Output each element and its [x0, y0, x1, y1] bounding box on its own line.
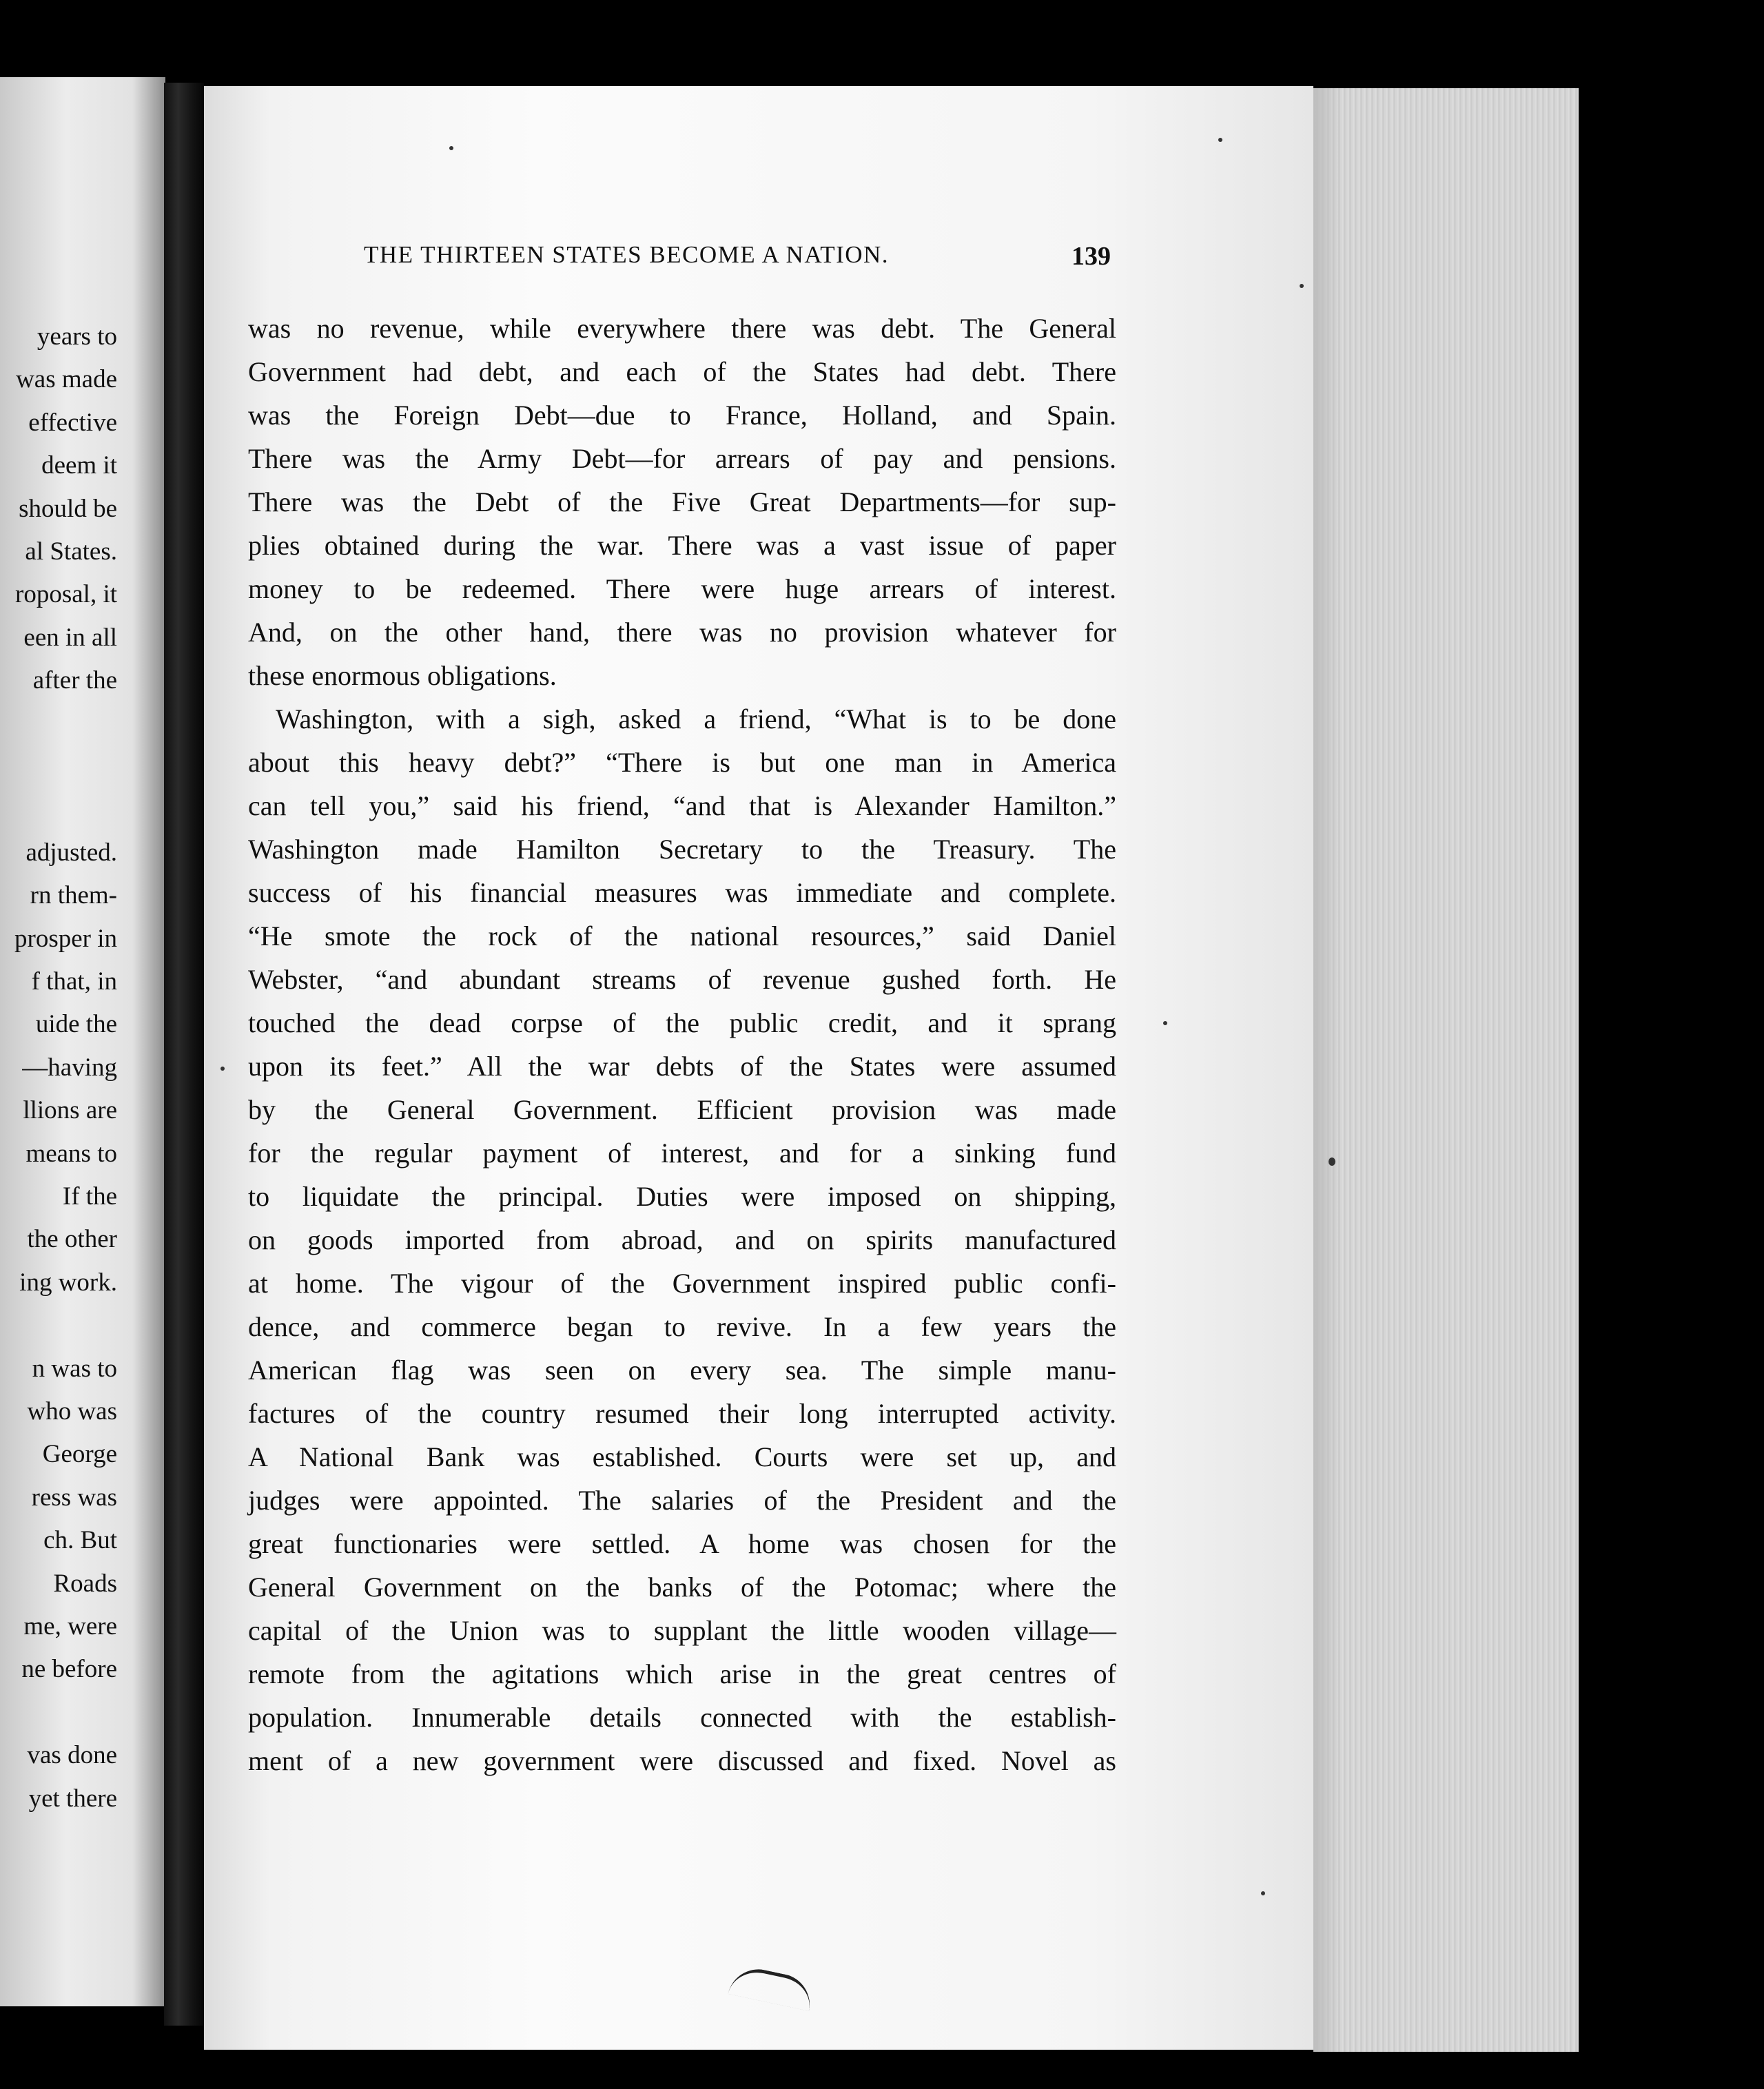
left-page-line: Roads	[53, 1569, 117, 1598]
text-line: American flag was seen on every sea. The simple manu-	[248, 1355, 1116, 1386]
text-line: touched the dead corpse of the public credit, and it sprang	[248, 1007, 1116, 1038]
text-line: Government had debt, and each of the States had debt. There	[248, 356, 1116, 387]
text-line: judges were appointed. The salaries of the President and the	[248, 1485, 1116, 1516]
page-edge-shadow	[1313, 88, 1341, 2052]
text-line: on goods imported from abroad, and on spirits manufactured	[248, 1224, 1116, 1255]
left-page-line: vas done	[27, 1741, 117, 1770]
running-head: THE THIRTEEN STATES BECOME A NATION.	[364, 241, 890, 268]
left-page-line: years to	[37, 322, 117, 351]
left-page-line: If the	[62, 1182, 117, 1211]
left-page	[0, 77, 165, 2006]
text-line: General Government on the banks of the Potomac; where the	[248, 1572, 1116, 1603]
left-page-line: ing work.	[19, 1268, 117, 1297]
text-line: plies obtained during the war. There was a vast issue of paper	[248, 530, 1116, 561]
left-page-line: f that, in	[31, 967, 117, 996]
left-page-line: roposal, it	[15, 580, 117, 609]
text-line: Washington made Hamilton Secretary to the Treasury. The	[248, 834, 1116, 865]
left-page-line: deem it	[41, 451, 117, 480]
text-line: There was the Army Debt—for arrears of pay and pensions.	[248, 443, 1116, 474]
book-gutter	[164, 83, 204, 2026]
text-line: There was the Debt of the Five Great Departments—for sup-	[248, 486, 1116, 517]
text-line: A National Bank was established. Courts were set up, and	[248, 1441, 1116, 1472]
left-page-line: should be	[19, 494, 117, 523]
left-page-line: prosper in	[14, 924, 117, 953]
text-line: for the regular payment of interest, and for a sinking fund	[248, 1138, 1116, 1169]
left-page-text	[0, 77, 165, 2006]
text-line: success of his financial measures was immediate and complete.	[248, 877, 1116, 908]
left-page-line: uide the	[35, 1010, 117, 1039]
left-page-line: was made	[16, 365, 117, 394]
left-page-line: llions are	[23, 1096, 117, 1125]
text-line: money to be redeemed. There were huge arrears of interest.	[248, 573, 1116, 604]
body-text	[248, 307, 1116, 1782]
text-line: And, on the other hand, there was no provision whatever for	[248, 617, 1116, 648]
text-line: remote from the agitations which arise in the great centres of	[248, 1658, 1116, 1689]
text-line: Webster, “and abundant streams of revenue gushed forth. He	[248, 964, 1116, 995]
text-line: upon its feet.” All the war debts of the States were assumed	[248, 1051, 1116, 1082]
text-line: Washington, with a sigh, asked a friend, “What is to be done	[276, 703, 1116, 734]
page-number: 139	[1071, 242, 1111, 271]
left-page-line: een in all	[23, 623, 117, 652]
page-edges	[1313, 88, 1579, 2052]
text-line: factures of the country resumed their long interrupted activity.	[248, 1398, 1116, 1429]
left-page-line: who was	[27, 1397, 117, 1426]
left-page-line: —having	[22, 1053, 117, 1082]
text-line: ment of a new government were discussed and fixed. Novel as	[248, 1745, 1116, 1776]
text-line: was the Foreign Debt—due to France, Holland, and Spain.	[248, 400, 1116, 431]
text-line: dence, and commerce began to revive. In a few years the	[248, 1311, 1116, 1342]
left-page-line: after the	[32, 666, 117, 695]
left-page-line: means to	[25, 1139, 117, 1168]
text-line: about this heavy debt?” “There is but one man in America	[248, 747, 1116, 778]
left-page-line: rn them-	[30, 881, 117, 910]
text-line: was no revenue, while everywhere there was debt. The General	[248, 313, 1116, 344]
left-page-line: ch. But	[43, 1526, 117, 1555]
text-line: to liquidate the principal. Duties were imposed on shipping,	[248, 1181, 1116, 1212]
left-page-line: n was to	[32, 1354, 117, 1383]
text-line: at home. The vigour of the Government inspired public confi-	[248, 1268, 1116, 1299]
left-page-line: ress was	[31, 1483, 117, 1512]
text-line: “He smote the rock of the national resources,” said Daniel	[248, 920, 1116, 951]
left-page-line: me, were	[23, 1612, 117, 1640]
left-page-line: effective	[28, 408, 117, 437]
left-page-line: George	[42, 1440, 117, 1469]
text-line: can tell you,” said his friend, “and that is Alexander Hamilton.”	[248, 790, 1116, 821]
left-page-line: al States.	[25, 537, 117, 566]
text-line: capital of the Union was to supplant the little wooden village—	[248, 1615, 1116, 1646]
text-line: these enormous obligations.	[248, 660, 557, 691]
left-page-line: adjusted.	[25, 838, 117, 867]
text-line: population. Innumerable details connected with the establish-	[248, 1702, 1116, 1733]
left-page-line: the other	[27, 1225, 117, 1254]
left-page-line: ne before	[21, 1655, 117, 1684]
text-line: great functionaries were settled. A home was chosen for the	[248, 1528, 1116, 1559]
text-line: by the General Government. Efficient provision was made	[248, 1094, 1116, 1125]
left-page-line: yet there	[28, 1784, 117, 1813]
